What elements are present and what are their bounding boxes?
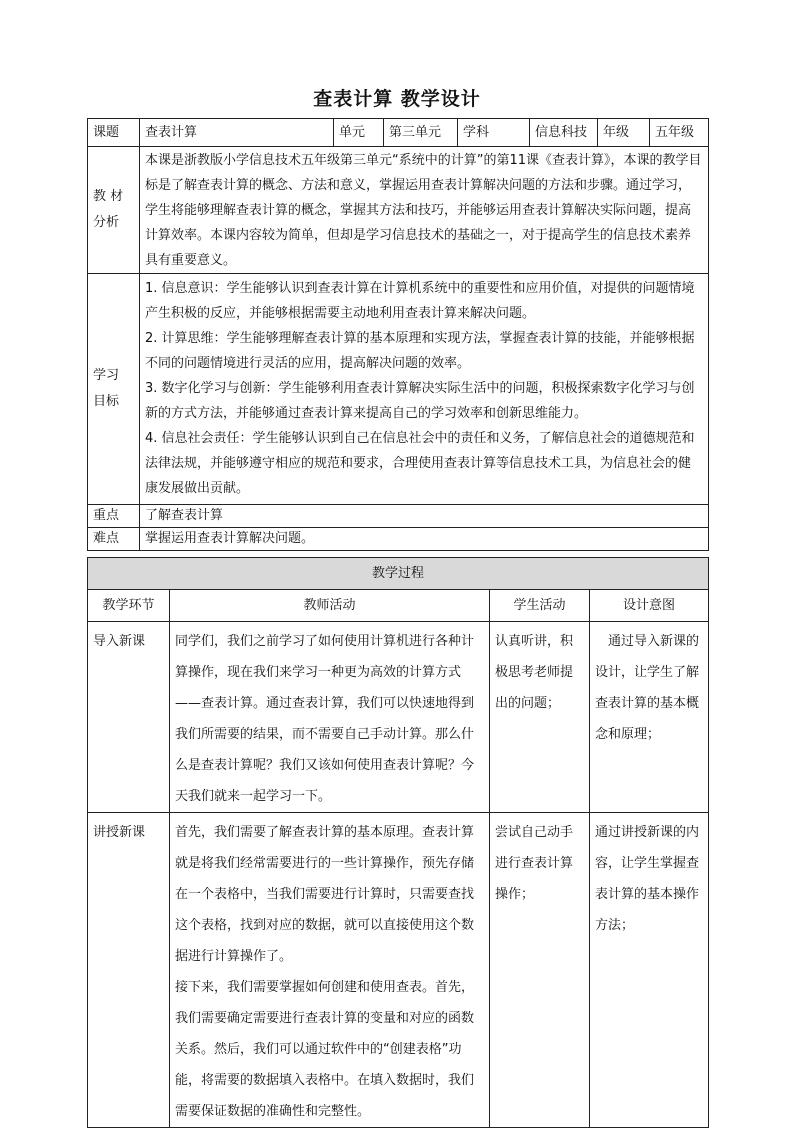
column-header: 教学环节 (88, 590, 170, 622)
document-title: 查表计算 教学设计 (313, 88, 481, 110)
design-intent-cell: 通过导入新课的设计，让学生了解查表计算的基本概念和原理； (590, 622, 709, 813)
teaching-process-table (87, 557, 709, 1128)
difficulty-label: 难点 (88, 528, 140, 551)
unit-label: 单元 (334, 119, 384, 147)
goal-item: 3. 数字化学习与创新：学生能够利用查表计算解决实际生活中的问题，积极探索数字化学习与创新的方式方法，并能够通过查表计算来提高自己的学习效率和创新思维能力。 (145, 381, 695, 421)
stage-cell: 讲授新课 (88, 813, 170, 1128)
unit-value: 第三单元 (384, 119, 458, 147)
analysis-cell (140, 147, 709, 274)
column-header: 学生活动 (490, 590, 590, 622)
teacher-activity-text: 首先，我们需要了解查表计算的基本原理。查表计算就是将我们经常需要进行的一些计算操作，预先存储在一个表格中，当我们需要进行计算时，只需要查找这个表格，找到对应的数据，就可以直接使用这个数据进行计算操作了。 (175, 825, 475, 964)
lesson-info-table (87, 118, 709, 551)
section-title: 教学过程 (88, 558, 709, 590)
student-activity-cell: 尝试自己动手进行查表计算操作； (490, 813, 590, 1128)
goal-item: 4. 信息社会责任：学生能够认识到自己在信息社会中的责任和义务，了解信息社会的道德规范和法律法规，并能够遵守相应的规范和要求，合理使用查表计算等信息技术工具，为信息社会的健康发展做出贡献。 (145, 431, 695, 496)
goal-item: 2. 计算思维：学生能够理解查表计算的基本原理和实现方法，掌握查表计算的技能，并能够根据不同的问题情境进行灵活的应用，提高解决问题的效率。 (145, 331, 695, 371)
goals-cell (140, 274, 709, 505)
key-point-value: 了解查表计算 (140, 505, 709, 528)
subject-label: 学科 (458, 119, 530, 147)
column-header: 设计意图 (590, 590, 709, 622)
student-activity-cell: 认真听讲，积极思考老师提出的问题； (490, 622, 590, 813)
table-row (88, 813, 709, 1128)
analysis-text: 本课是浙教版小学信息技术五年级第三单元“系统中的计算”的第11课《查表计算》，本课的教学目标是了解查表计算的概念、方法和意义，掌握运用查表计算解决问题的方法和步骤。通过学习，学生将能够理解查表计算的概念，掌握其方法和技巧，并能够运用查表计算解决实际问题，提高计算效率。本课内容较为简单，但却是学习信息技术的基础之一，对于提高学生的信息技术素养具有重要意义。 (145, 153, 702, 268)
column-header: 教师活动 (170, 590, 490, 622)
lesson-label: 课题 (88, 119, 140, 147)
grade-value: 五年级 (650, 119, 709, 147)
table-row (88, 622, 709, 813)
goal-item: 1. 信息意识：学生能够认识到查表计算在计算机系统中的重要性和应用价值，对提供的问题情境产生积极的反应，并能够根据需要主动地利用查表计算来解决问题。 (145, 281, 695, 321)
teacher-activity-cell (170, 813, 490, 1128)
analysis-label: 教 材 分析 (88, 147, 140, 274)
difficulty-value: 掌握运用查表计算解决问题。 (140, 528, 709, 551)
subject-value: 信息科技 (530, 119, 598, 147)
teacher-activity-cell (170, 622, 490, 813)
teacher-activity-text: 同学们，我们之前学习了如何使用计算机进行各种计算操作，现在我们来学习一种更为高效的计算方式——查表计算。通过查表计算，我们可以快速地得到我们所需要的结果，而不需要自己手动计算。那么什么是查表计算呢？我们又该如何使用查表计算呢？今天我们就来一起学习一下。 (175, 634, 475, 804)
teacher-activity-text: 接下来，我们需要掌握如何创建和使用查表。首先，我们需要确定需要进行查表计算的变量和对应的函数关系。然后，我们可以通过软件中的“创建表格”功能，将需要的数据填入表格中。在填入数据时，我们需要保证数据的准确性和完整性。 (175, 980, 475, 1119)
key-point-label: 重点 (88, 505, 140, 528)
stage-cell: 导入新课 (88, 622, 170, 813)
grade-label: 年级 (598, 119, 650, 147)
lesson-value: 查表计算 (140, 119, 334, 147)
goals-label: 学习 目标 (88, 274, 140, 505)
design-intent-cell: 通过讲授新课的内容，让学生掌握查表计算的基本操作方法； (590, 813, 709, 1128)
